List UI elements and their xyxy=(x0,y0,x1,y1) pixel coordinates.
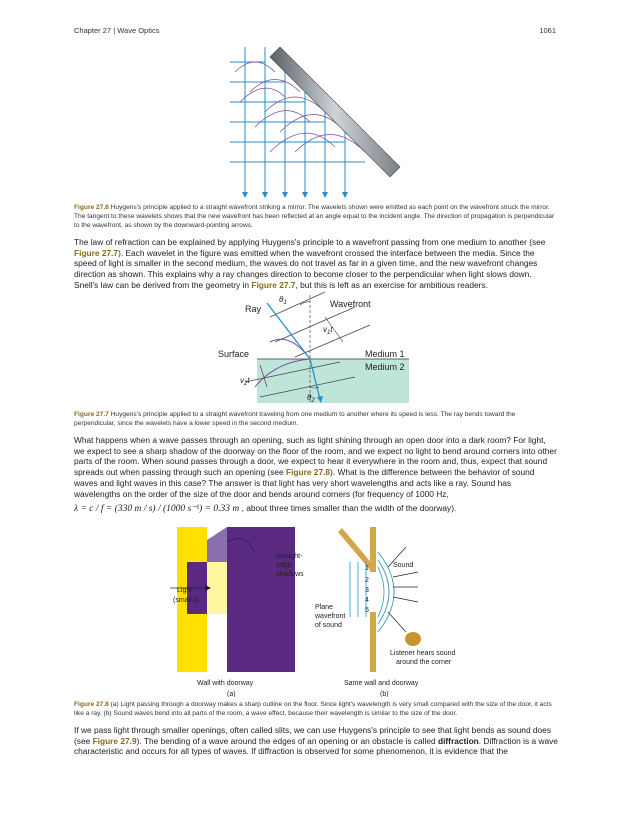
text-run: If we pass light through smaller openings, often called slits, we can use Huygens's principle to see that light bends as sound does (see xyxy=(74,725,551,746)
mirror xyxy=(270,47,400,177)
figure-27-7-refraction-diagram xyxy=(215,287,415,405)
theta2-label: $\theta_2$ xyxy=(307,393,315,404)
figure-27-6-caption xyxy=(74,203,556,230)
medium-2-label: Medium 2 xyxy=(365,362,405,372)
text-run: , about three times smaller than the width of the doorway). xyxy=(241,503,457,513)
wavelength-equation: λ = c / f = (330 m / s) / (1000 s⁻¹) = 0.33 m xyxy=(74,504,240,514)
wall-lower-face xyxy=(187,614,207,672)
text-run: What happens when a wave passes through an opening, such as light shining through an open door into a dark room? For light, we expect to see a sharp shadow of the doorway on the floor of the room, and we expect no light to bend around corners into other parts of the room. When sound passes through a door, we expect to hear it everywhere in the room and, thus, expect that sound spreads out when passing through such an opening (see xyxy=(74,435,557,478)
theta1-arc xyxy=(300,302,310,305)
v2t-label: $v_2t$ xyxy=(240,376,250,387)
number-2: 2 xyxy=(365,577,369,584)
paragraph-diffraction xyxy=(74,725,558,757)
figure-27-8b-sound-doorway xyxy=(308,522,458,697)
figure-27-8-caption xyxy=(74,700,556,718)
plane-label-1: Plane xyxy=(315,604,333,611)
figure-ref-link[interactable]: Figure 27.9 xyxy=(92,735,137,746)
equation-line xyxy=(74,503,558,515)
text-run: ). The bending of a wave around the edges of an opening or an obstacle is called xyxy=(136,735,438,746)
subfig-b-label: (b) xyxy=(380,691,389,697)
ray-label: Ray xyxy=(245,304,262,314)
text-run: The law of refraction can be explained by applying Huygens's principle to a wavefront passing from one medium to another (see xyxy=(74,237,546,247)
straight-edge-label-1: Straight- xyxy=(276,553,303,560)
plane-wavefront-lines xyxy=(350,562,366,617)
wall-upper-face xyxy=(187,527,207,562)
light-label-1: Light xyxy=(177,587,193,594)
number-5: 5 xyxy=(365,607,369,614)
figure-ref-link[interactable]: Figure 27.8 xyxy=(285,467,331,478)
figure-ref-link[interactable]: Figure 27.7 xyxy=(74,247,119,258)
wall-label: Same wall and doorway xyxy=(344,680,419,687)
surface-label: Surface xyxy=(218,349,250,359)
listener-label-2: around the corner xyxy=(396,659,452,666)
listener-label-1: Listener hears sound xyxy=(390,650,456,657)
sound-arrows xyxy=(388,547,418,632)
medium-1-label: Medium 1 xyxy=(365,349,405,359)
caption-text: Huygens's principle applied to a straight wavefront striking a mirror. The wavelets shown were emitted as each point on the wavefront struck the mirror. The tangent to these wavelets shows that the new wavefront has been reflected at an angle equal to the incident angle. The direction of propagation is perpendicular to the wavefront, as shown by the downward-pointing arrows. xyxy=(74,204,555,229)
paragraph-openings xyxy=(74,435,558,499)
straight-edge-label-2: edge xyxy=(276,562,292,569)
figure-27-8a-light-doorway xyxy=(165,522,325,697)
text-run: ). What is the difference between the behavior of sound waves and light waves in this case? The answer is that light has very short wavelengths and acts like a ray. Sound has wavelengths on the order of the size of the door and bends around corners (for frequency of 1000 Hz, xyxy=(74,467,535,499)
subfig-a-label: (a) xyxy=(227,691,236,697)
straight-edge-label-3: shadows xyxy=(276,571,304,578)
sound-label: Sound xyxy=(393,562,414,569)
figure-27-7-caption xyxy=(74,410,556,428)
text-run: . Diffraction is a wave characteristic and occurs for all types of waves. If diffraction is observed for some phenomenon, it is evidence that the xyxy=(74,735,558,757)
light-label-2: (small λ) xyxy=(173,597,200,604)
figure-label: Figure 27.6 xyxy=(74,204,109,211)
number-4: 4 xyxy=(365,597,369,604)
v1t-label: $v_1t$ xyxy=(323,325,333,336)
open-door xyxy=(338,528,374,570)
arrow-heads xyxy=(242,192,348,198)
caption-text: Huygens's principle applied to a straight wavefront traveling from one medium to another where its speed is less. The ray bends toward the perpendicular, since the wavelets have a lower speed in the second medium. xyxy=(74,411,516,427)
figure-label: Figure 27.8 xyxy=(74,701,109,708)
term-diffraction: diffraction xyxy=(437,735,479,746)
diffracted-wave-arcs xyxy=(378,552,394,632)
number-3: 3 xyxy=(365,587,369,594)
chapter-header: Chapter 27 | Wave Optics xyxy=(74,26,160,35)
wavelet-medium-1 xyxy=(270,339,310,359)
listener-head xyxy=(405,632,421,646)
number-1: 1 xyxy=(365,565,369,572)
paragraph-refraction xyxy=(74,237,558,291)
plane-label-3: of sound xyxy=(315,622,342,629)
text-run: ). Each wavelet in the figure was emitted when the wavefront crossed the interface between the media. Since the speed of light is smaller in the second medium, the waves do not travel as far in a given time, and the new wavefront changes direction as shown. This explains why a ray changes direction to become closer to the perpendicular when light slows down. Snell's law can be derived from the geometry in xyxy=(74,247,538,290)
text-run: , but this is left as an exercise for ambitious readers. xyxy=(295,279,488,290)
wall-label: Wall with doorway xyxy=(197,680,254,687)
figure-ref-link[interactable]: Figure 27.7 xyxy=(251,279,296,290)
incident-ray xyxy=(267,303,310,359)
plane-label-2: wavefront xyxy=(315,613,346,620)
theta1-label: $\theta_1$ xyxy=(279,295,287,306)
wavefront-label: Wavefront xyxy=(330,299,371,309)
doorway-gap xyxy=(370,572,376,612)
figure-label: Figure 27.7 xyxy=(74,411,109,418)
caption-text: (a) Light passing through a doorway makes a sharp outline on the floor. Since light's wavelength is very small compared with the size of the door, it acts like a ray. (b) Sound waves bend into all parts of the room, a wave effect, because their wavelength is similar to the size of the door. xyxy=(74,701,552,717)
page-number: 1061 xyxy=(539,26,556,35)
figure-27-6-mirror-diagram xyxy=(225,42,405,202)
